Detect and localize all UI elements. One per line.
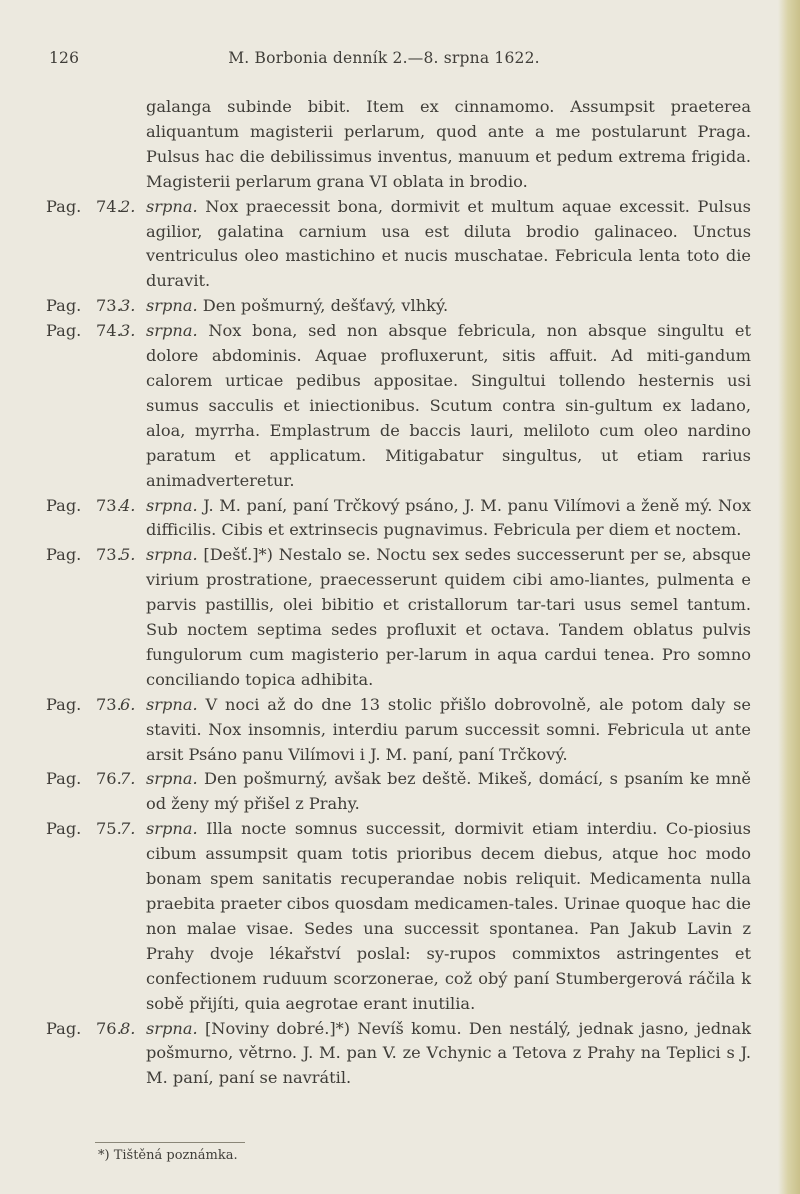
pag-label: Pag. [46, 545, 82, 565]
pag-label: Pag. [46, 296, 82, 316]
entry-text-block [146, 693, 751, 768]
diary-entries [46, 95, 751, 1091]
entry-text: [Noviny dobré.]*) Nevíš komu. Den nestálý, jednak jasno, jednak pošmurno, větrno. J. M. pan V. ze Vchynic a Tetova z Prahy na Teplici s J. M. paní, paní se navrátil. [146, 1018, 751, 1088]
day-number: 4. [120, 495, 136, 515]
day-number: 2. [120, 196, 136, 216]
entry-text-block [146, 543, 751, 692]
entry-text: galanga subinde bibit. Item ex cinnamomo. Assumpsit praeterea aliquantum magisterii perlarum, quod ante a me postularunt Praga. Pulsus hac die debilissimus inventus, manuum et pedum extrema frigida. Magisterii perlarum grana VI oblata in brodio. [146, 97, 751, 191]
entry-text-block [146, 95, 751, 195]
pag-label: Pag. [46, 769, 82, 789]
entry-text-block [146, 195, 751, 295]
pag-label: Pag. [46, 819, 82, 839]
pag-label: Pag. [46, 196, 82, 216]
month-name: srpna. [146, 321, 198, 341]
diary-entry [46, 195, 751, 295]
page-reference [46, 195, 146, 295]
day-number: 8. [120, 1018, 136, 1038]
footnote: *) Tištěná poznámka. [98, 1148, 238, 1163]
footnote-rule [95, 1142, 245, 1143]
pag-label: Pag. [46, 694, 82, 714]
running-title: M. Borbonia denník 2.—8. srpna 1622. [228, 49, 540, 67]
entry-text: Nox bona, sed non absque febricula, non absque singultu et dolore abdominis. Aquae profluxerunt, sitis affuit. Ad miti-gandum calorem urticae pedibus appositae. Singultui tollendo hesternis usi sumus sacculis et iniectionibus. Scutum contra sin-gultum ex ladano, aloa, myrrha. Emplastrum de baccis lauri, meliloto cum oleo nardino paratum et applicatum. Mitigabatur singultus, ut etiam rarius animadverteretur. [146, 321, 751, 490]
entry-text: Illa nocte somnus successit, dormivit etiam interdiu. Co-piosius cibum assumpsit quam totis prioribus decem diebus, atque hoc modo bonam spem sanitatis recuperandae nobis reliquit. Medicamenta nulla praebita praeter cibos quosdam medicamen-tales. Urinae quoque hac die non malae visae. Sedes una successit spontanea. Pan Jakub Lavin z Prahy dvoje lékařství poslal: sy-rupos commixtos astringentes et confectionem ruduum scorzonerae, což obý paní Stumbergerová ráčila k sobě přijíti, quia aegrotae erant inutilia. [146, 819, 751, 1013]
pag-label: Pag. [46, 321, 82, 341]
page-reference [46, 767, 146, 817]
page-reference [46, 95, 146, 195]
month-name: srpna. [146, 819, 198, 839]
month-name: srpna. [146, 1018, 198, 1038]
pag-number: 75. [96, 819, 122, 839]
running-header [49, 49, 749, 71]
pag-number: 73. [96, 495, 122, 515]
month-name: srpna. [146, 694, 198, 714]
day-number: 6. [120, 694, 136, 714]
entry-text-block [146, 1017, 751, 1092]
month-name: srpna. [146, 545, 198, 565]
month-name: srpna. [146, 296, 198, 316]
page-reference [46, 543, 146, 692]
day-number: 3. [120, 321, 136, 341]
diary-entry [46, 767, 751, 817]
entry-text: V noci až do dne 13 stolic přišlo dobrovolně, ale potom daly se staviti. Nox insomnis, interdiu parum successit somni. Febricula ut ante arsit Psáno panu Vilímovi i J. M. paní, paní Trčkový. [146, 694, 751, 764]
page-reference [46, 319, 146, 493]
diary-entry [46, 494, 751, 544]
pag-number: 73. [96, 694, 122, 714]
entry-text: Den pošmurný, avšak bez deště. Mikeš, domácí, s psaním ke mně od ženy mý přišel z Prahy. [146, 769, 751, 814]
pag-label: Pag. [46, 495, 82, 515]
entry-text-block [146, 294, 751, 319]
pag-number: 74. [96, 321, 122, 341]
day-number: 5. [120, 545, 136, 565]
entry-text: Nox praecessit bona, dormivit et multum aquae excessit. Pulsus agilior, galatina carnium usa est diluta brodio galinaceo. Unctus ventriculus oleo mastichino et nucis muschatae. Febricula lenta toto die duravit. [146, 196, 751, 291]
pag-number: 76. [96, 1018, 122, 1038]
day-number: 7. [120, 769, 136, 789]
entry-text-block [146, 494, 751, 544]
diary-entry [46, 817, 751, 1016]
entry-text: J. M. paní, paní Trčkový psáno, J. M. panu Vilímovi a ženě mý. Nox difficilis. Cibis et extrinsecis pugnavimus. Febricula per diem et noctem. [146, 495, 751, 540]
page-reference [46, 294, 146, 319]
page-reference [46, 494, 146, 544]
entry-text-block [146, 319, 751, 493]
pag-label: Pag. [46, 1018, 82, 1038]
diary-entry [46, 693, 751, 768]
month-name: srpna. [146, 196, 198, 216]
entry-text: [Dešť.]*) Nestalo se. Noctu sex sedes successerunt per se, absque virium prostratione, praecesserunt quidem cibi amo-liantes, pulmenta e parvis pastillis, olei bibitio et cristallorum tar-tari usus semel tantum. Sub noctem septima sedes profluxit et octava. Tandem oblatus pulvis fungulorum cum magisterio per-larum in aqua cardui tenea. Pro somno conciliando topica adhibita. [146, 545, 751, 689]
page-reference [46, 1017, 146, 1092]
diary-entry [46, 319, 751, 493]
diary-entry [46, 543, 751, 692]
diary-entry [46, 294, 751, 319]
page-reference [46, 693, 146, 768]
pag-number: 74. [96, 196, 122, 216]
pag-number: 76. [96, 769, 122, 789]
day-number: 7. [120, 819, 136, 839]
page-reference [46, 817, 146, 1016]
entry-text-block [146, 817, 751, 1016]
page-number: 126 [49, 49, 80, 67]
diary-entry [46, 1017, 751, 1092]
diary-entry [46, 95, 751, 195]
month-name: srpna. [146, 495, 198, 515]
pag-number: 73. [96, 296, 122, 316]
entry-text-block [146, 767, 751, 817]
day-number: 3. [120, 296, 136, 316]
month-name: srpna. [146, 769, 198, 789]
page-edge-stain [778, 0, 800, 1194]
entry-text: Den pošmurný, dešťavý, vlhký. [202, 296, 449, 316]
pag-number: 73. [96, 545, 122, 565]
